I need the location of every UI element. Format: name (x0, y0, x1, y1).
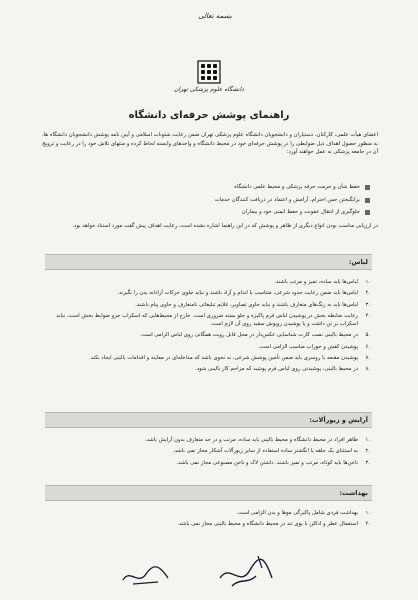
list-item: .۳ ناخن‌ها باید کوتاه، مرتب و تمیز باشند. داشتن لاک و ناخن مصنوعی مجاز نمی باشد. (176, 459, 370, 466)
list-item: .۸ در محیط بالینی، پوشیدنی روی لباس فرم پوشید که مزاحم کار بالینی شود. (195, 366, 370, 373)
bullet-square-icon (365, 210, 370, 215)
list-item: .۲ لباس‌ها باید ضمن رعایت حدود شرعی، متناسب با اندام و آزاد باشند و نباید جلوی حرکات آزادانه بدن را بگیرند. (117, 290, 370, 297)
list-item: .۳ لباس‌ها باید به رنگ‌های متعارف باشند و نباید حاوی تصاویر، علایم تبلیغاتی نامتعارف و حاوی پیام باشند. (135, 301, 370, 308)
section-heading-makeup: آرایش و زیورآلات: (45, 412, 372, 428)
signature-mark (210, 548, 280, 593)
hygiene-list (40, 509, 370, 532)
assessment-note: در ارزیابی مناسب بودن انواع دیگری از ظاهر و پوشش که در این راهنما اشاره نشده است، رعایت اهداف پیش گفت مورد استناد خواهد بود. (72, 223, 378, 229)
bullet-square-icon (365, 198, 370, 203)
list-item: .۲ استعمال عطر و ادکلن با بوی تند در محیط دانشگاه و محیط بالینی مجاز نمی باشد. (177, 521, 370, 528)
list-item: .۶ پوشیدن کفش و جوراب مناسب الزامی است. (258, 343, 370, 350)
list-item: .۱ ظاهر افراد در محیط دانشگاه و محیط بالینی باید ساده، مرتب و در حد متعارف بدون آرایش باشد. (144, 437, 370, 443)
list-item: .۷ پوشیدن مقنعه یا روسری باید ضمن تأمین پوشش شرعی، به نحوی باشد که مداخله‌ای در معاینه و اقدامات بالینی ایجاد نکند. (89, 355, 370, 362)
clothing-list (40, 278, 370, 377)
goal-item: جلوگیری از انتقال عفونت و حفظ ایمنی خود و بیماران (120, 206, 370, 219)
goal-item: برانگیختن حس احترام، آرامش و اعتماد در دریافت کنندگان خدمات (120, 194, 370, 207)
list-item: .۱ بهداشت فردی شامل پاکیزگی موها و بدن الزامی است. (236, 510, 370, 516)
bullet-square-icon (365, 185, 370, 190)
section-heading-hygiene: بهداشت: (45, 485, 372, 501)
page-title: راهنمای پوشش حرفه‌ای دانشگاه (128, 110, 290, 121)
university-name: دانشگاه علوم پزشکی تهران (174, 86, 244, 93)
intro-paragraph: اعضای هیأت علمی، کارکنان، دستیاران و دانشجویان دانشگاه علوم پزشکی تهران ضمن رعایت شئونات اسلامی و آیین نامه پوشش دانشجویان دانشگاه ها، به منظور حصول اهداف ذیل ضوابطی را در پوشش حرفه‌ای خود در محیط دانشگاه و واحدهای وابسته لحاظ کرده و منتهای تلاش خود را در رعایت و ترویج آن در جامعه پزشکی به عمل خواهند آورد: (41, 132, 378, 155)
list-item: .۴ رعایت ضابطه بخش در پوشیدن لباس فرم پاکیزه و جلو بسته ضروری است. خارج از محیط‌هایی که اسکراب جزو ضوابط بخش است، نباید اسکراب بر تن داشت و یا پوشیدن روپوش سفید روی آن لازم است. (56, 312, 370, 328)
section-heading-clothing: لباس: (45, 254, 372, 270)
list-item: .۱ لباس‌ها باید ساده، تمیز و مرتب باشند. (274, 279, 370, 285)
signature-mark (118, 560, 173, 590)
goal-item: حفظ شأن و حرمت حرفه پزشکی و محیط علمی دانشگاه (120, 181, 370, 194)
list-item: .۲ به استثنای یک حلقه یا انگشتر ساده استفاده از سایر زیورآلات آشکار مجاز نمی باشد. (172, 448, 370, 455)
list-item: .۵ در محیط بالینی نصب کارت شناسایی عکس‌دار در محل قابل رویت همگانی روی لباس الزامی است. (139, 332, 370, 339)
university-logo-icon (197, 60, 221, 84)
basmala-heading: بسمه تعالی (198, 12, 232, 20)
goals-list (120, 181, 370, 219)
makeup-list (40, 436, 370, 470)
